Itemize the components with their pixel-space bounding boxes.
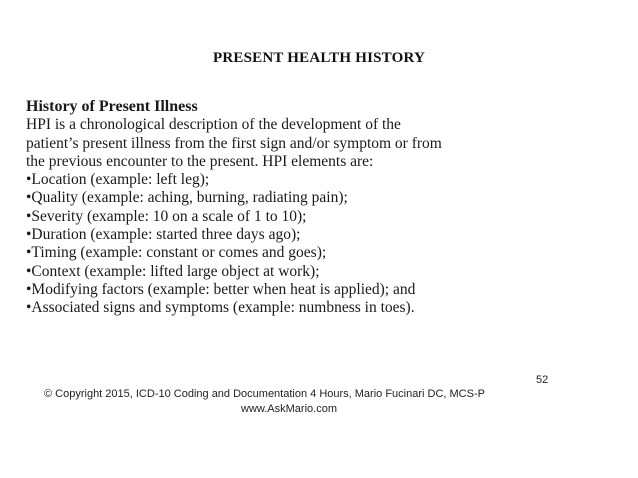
bullet-modifying-factors: •Modifying factors (example: better when heat is applied); and — [26, 280, 416, 298]
bullet-location: •Location (example: left leg); — [26, 171, 210, 189]
bullet-quality: •Quality (example: aching, burning, radiating pain); — [26, 189, 348, 207]
intro-line: patient’s present illness from the first sign and/or symptom or from — [26, 134, 442, 152]
intro-line: HPI is a chronological description of the development of the — [26, 116, 401, 134]
footer-url-container — [0, 399, 638, 415]
copyright-footer: © Copyright 2015, ICD-10 Coding and Documentation 4 Hours, Mario Fucinari DC, MCS-P — [44, 388, 485, 400]
bullet-associated-signs: •Associated signs and symptoms (example: numbness in toes). — [26, 299, 415, 317]
bullet-duration: •Duration (example: started three days ago); — [26, 226, 301, 244]
bullet-timing: •Timing (example: constant or comes and goes); — [26, 244, 327, 262]
bullet-context: •Context (example: lifted large object at work); — [26, 262, 320, 280]
footer-website: www.AskMario.com — [241, 403, 337, 415]
slide-title: PRESENT HEALTH HISTORY — [212, 50, 425, 66]
bullet-severity: •Severity (example: 10 on a scale of 1 to 10); — [26, 207, 307, 225]
intro-line: the previous encounter to the present. HPI elements are: — [26, 152, 374, 170]
page-number: 52 — [536, 374, 549, 386]
slide-content — [26, 98, 586, 318]
section-heading: History of Present Illness — [26, 98, 198, 115]
